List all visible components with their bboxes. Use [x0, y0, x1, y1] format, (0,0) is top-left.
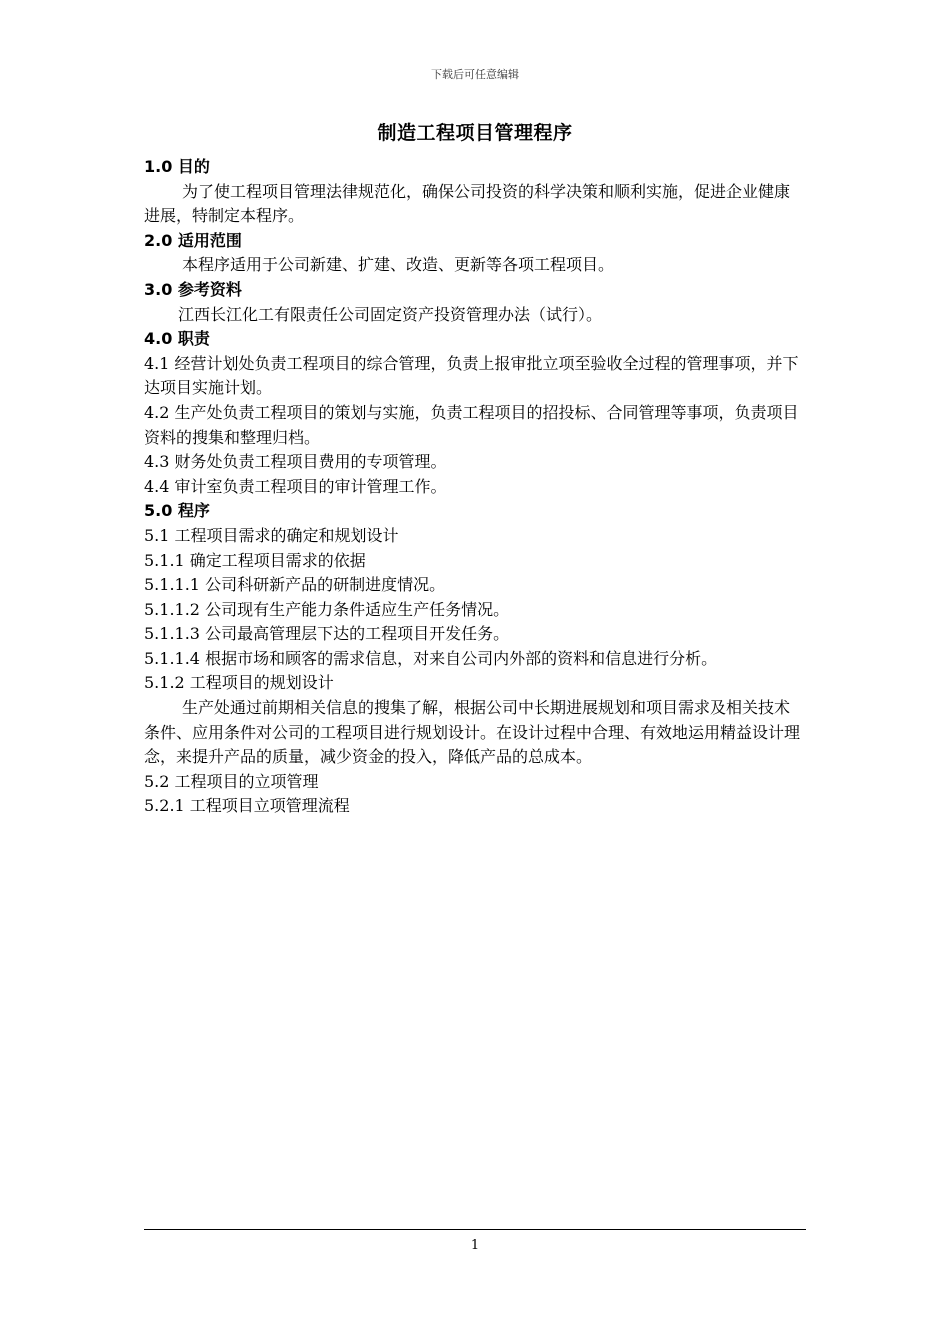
header-note: 下载后可任意编辑 [431, 68, 519, 81]
footer-divider [144, 1229, 806, 1230]
section-body-purpose: 为了使工程项目管理法律规范化，确保公司投资的科学决策和顺利实施，促进企业健康进展，特制定本程序。 [144, 181, 791, 226]
section-heading-purpose: 1.0 目的 [144, 157, 210, 176]
procedure-line: 5.1.2 工程项目的规划设计 [144, 673, 334, 693]
document-title: 制造工程项目管理程序 [377, 122, 573, 144]
responsibility-item: 4.1 经营计划处负责工程项目的综合管理，负责上报审批立项至验收全过程的管理事项，并下达项目实施计划。 [144, 353, 799, 398]
section-heading-references: 3.0 参考资料 [144, 279, 242, 299]
responsibility-item: 4.4 审计室负责工程项目的审计管理工作。 [144, 476, 447, 496]
procedure-line: 5.1.1.1 公司科研新产品的研制进度情况。 [144, 575, 446, 595]
procedure-line: 5.2.1 工程项目立项管理流程 [144, 796, 350, 816]
section-body-references: 江西长江化工有限责任公司固定资产投资管理办法（试行）。 [178, 304, 603, 324]
procedure-line: 5.1.1.3 公司最高管理层下达的工程项目开发任务。 [144, 624, 510, 644]
procedure-line: 5.1.1 确定工程项目需求的依据 [144, 550, 366, 570]
document-body [144, 155, 800, 819]
responsibility-item: 4.2 生产处负责工程项目的策划与实施，负责工程项目的招投标、合同管理等事项，负责项目资料的搜集和整理归档。 [144, 402, 799, 447]
page-number: 1 [470, 1238, 480, 1253]
procedure-line: 5.1.1.4 根据市场和顾客的需求信息，对来自公司内外部的资料和信息进行分析。 [144, 648, 718, 668]
section-body-scope: 本程序适用于公司新建、扩建、改造、更新等各项工程项目。 [182, 255, 615, 275]
section-heading-responsibilities: 4.0 职责 [144, 329, 210, 349]
procedure-line: 5.1 工程项目需求的确定和规划设计 [144, 525, 399, 545]
section-heading-scope: 2.0 适用范围 [144, 230, 242, 250]
procedure-paragraph: 生产处通过前期相关信息的搜集了解，根据公司中长期进展规划和项目需求及相关技术条件、应用条件对公司的工程项目进行规划设计。在设计过程中合理、有效地运用精益设计理念，来提升产品的质量，减少资金的投入，降低产品的总成本。 [144, 698, 801, 767]
procedure-line: 5.2 工程项目的立项管理 [144, 771, 319, 791]
procedure-line: 5.1.1.2 公司现有生产能力条件适应生产任务情况。 [144, 599, 510, 619]
section-heading-procedure: 5.0 程序 [144, 501, 210, 521]
responsibility-item: 4.3 财务处负责工程项目费用的专项管理。 [144, 452, 447, 472]
